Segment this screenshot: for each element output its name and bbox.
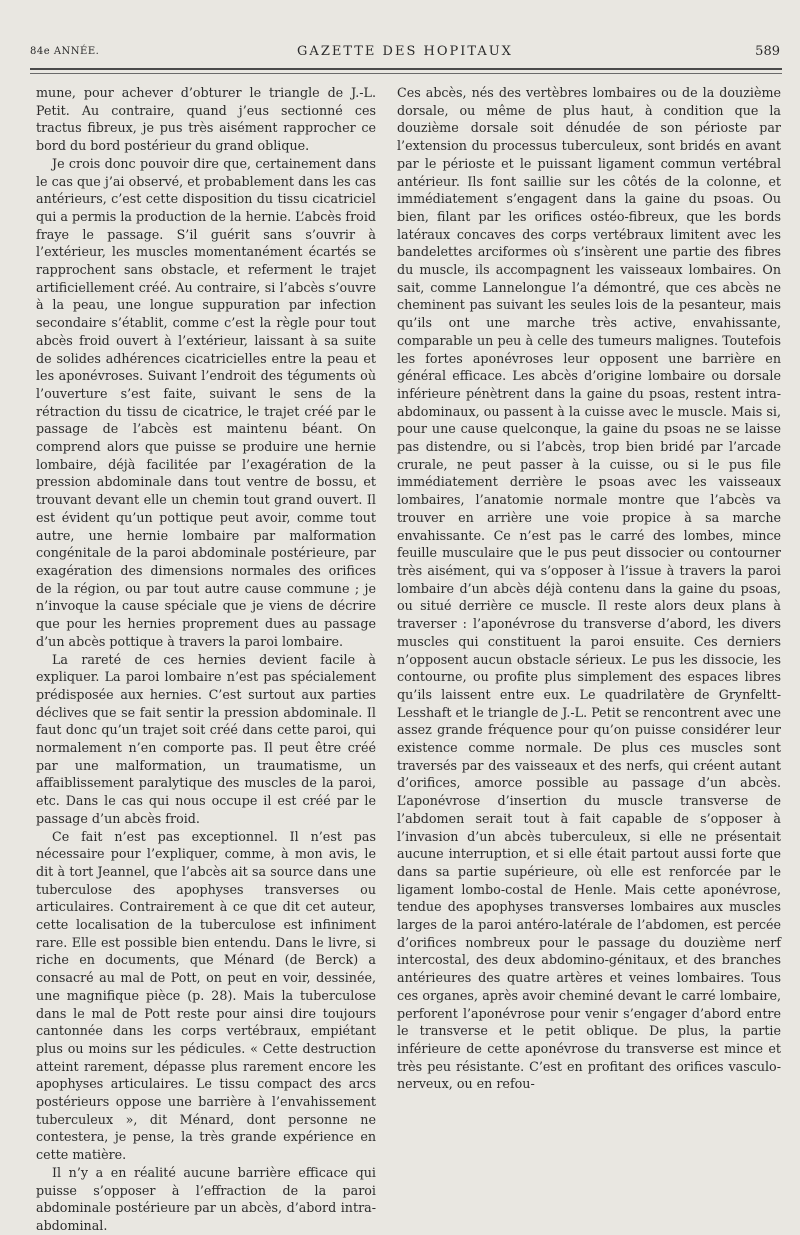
journal-title: GAZETTE DES HOPITAUX — [297, 44, 513, 59]
paragraph: mune, pour achever d’obturer le triangle de J.-L. Petit. Au contraire, quand j’eus sectionné ces tractus fibreux, je pus très aisément rapprocher ce bord du bord postérieur du grand oblique. — [36, 85, 376, 154]
paragraph: La rareté de ces hernies devient facile à expliquer. La paroi lombaire n’est pas spécialement prédisposée aux hernies. C’est surtout aux parties déclives que se fait sentir la pression abdominale. Il faut donc qu’un trajet soit créé dans cette paroi, qui normalement n’en comporte pas. Il peut être créé par une malformation, un traumatisme, un affaiblissement paralytique des muscles de la paroi, etc. Dans le cas qui nous occupe il est créé par le passage d’un abcès froid. — [36, 651, 376, 826]
paragraph: Il n’y a en réalité aucune barrière efficace qui puisse s’opposer à l’effraction de la paroi abdominale postérieure par un abcès, d’abord intra-abdominal. — [36, 1164, 376, 1233]
page-number: 589 — [755, 44, 780, 59]
paragraph: Je crois donc pouvoir dire que, certainement dans le cas que j’ai observé, et probablement dans les cas antérieurs, c’est cette disposition du tissu cicatriciel qui a permis la production de la hernie. L’abcès froid fraye le passage. S’il guérit sans s’ouvrir à l’extérieur, les muscles momentanément écartés se rapprochent sans obstacle, et referment le trajet artificiellement créé. Au contraire, si l’abcès s’ouvre à la peau, une longue suppuration par infection secondaire s’établit, comme c’est la règle pour tout abcès froid ouvert à l’extérieur, laissant à sa suite de solides adhérences cicatricielles entre la peau et les aponévroses. Suivant l’endroit des téguments où l’ouverture s’est faite, suivant le sens de la rétraction du tissu de cicatrice, le trajet créé par le passage de l’abcès est maintenu béant. On comprend alors que puisse se produire une hernie lombaire, déjà facilitée par l’exagération de la pression abdominale dans tout ventre de bossu, et trouvant devant elle un chemin tout grand ouvert. Il est évident qu’un pottique peut avoir, comme tout autre, une hernie lombaire par malformation congénitale de la paroi abdominale postérieure, par exagération des dimensions normales des orifices de la région, ou par tout autre cause commune ; je n’invoque la cause spéciale que je viens de décrire que pour les hernies proprement dues au passage d’un abcès pottique à travers la paroi lombaire. — [36, 155, 376, 649]
paragraph: Ces abcès, nés des vertèbres lombaires ou de la douzième dorsale, ou même de plus haut, à condition que la douzième dorsale soit dénudée de son périoste par l’extension du processus tuberculeux, sont bridés en avant par le périoste et le puissant ligament commun vertébral antérieur. Ils font saillie sur les côtés de la colonne, et immédiatement s’engagent dans la gaine du psoas. Ou bien, filant par les orifices ostéo-fibreux, que les bords latéraux concaves des corps vertébraux limitent avec les bandelettes arciformes où s’insèrent une partie des fibres du muscle, ils accompagnent les vaisseaux lombaires. On sait, comme Lannelongue l’a démontré, que ces abcès ne cheminent pas suivant les seules lois de la pesanteur, mais qu’ils ont une marche très active, envahissante, comparable un peu à celle des tumeurs malignes. Toutefois les fortes aponévroses leur opposent une barrière en général efficace. Les abcès d’origine lombaire ou dorsale inférieure pénètrent dans la gaine du psoas, restent intra-abdominaux, ou passent à la cuisse avec le muscle. Mais si, pour une cause quelconque, la gaine du psoas ne se laisse pas distendre, ou si l’abcès, trop bien bridé par l’arcade crurale, ne peut passer à la cuisse, ou si le pus file immédiatement derrière le psoas avec les vaisseaux lombaires, l’anatomie normale montre que l’abcès va trouver en arrière une voie propice à sa marche envahissante. Ce n’est pas le carré des lombes, mince feuille musculaire que le pus peut dissocier ou contourner très aisément, qui va s’opposer à l’issue à travers la paroi lombaire d’un abcès déjà contenu dans la gaine du psoas, ou situé derrière ce muscle. Il reste alors deux plans à traverser : l’aponévrose du transverse d’abord, les divers muscles qui constituent la paroi ensuite. Ces derniers n’opposent aucun obstacle sérieux. Le pus les dissocie, les contourne, ou profite plus simplement des espaces libres qu’ils laissent entre eux. Le quadrilatère de Grynfeltt-Lesshaft et le triangle de J.-L. Petit se rencontrent avec une assez grande fréquence pour qu’on puisse considérer leur existence comme normale. De plus ces muscles sont traversés par des vaisseaux et des nerfs, qui créent autant d’orifices, amorce possible au passage d’un abcès. L’aponévrose d’insertion du muscle transverse de l’abdomen serait tout à fait capable de s’opposer à l’invasion d’un abcès tuberculeux, si elle ne présentait aucune interruption, et si elle était partout aussi forte que dans sa partie supérieure, où elle est renforcée par le ligament lombo-costal de Henle. Mais cette aponévrose, tendue des apophyses transverses lombaires aux muscles larges de la paroi antéro-latérale de l’abdomen, est percée d’orifices nombreux pour le passage du douzième nerf intercostal, des deux abdomino-génitaux, et des branches antérieures des quatre artères et veines lombaires. Tous ces organes, après avoir cheminé devant le carré lombaire, perforent l’aponévrose pour venir s’engager d’abord entre le transverse et le petit oblique. De plus, la partie inférieure de cette aponévrose du transverse est mince et très peu résistante. C’est en profitant des orifices vasculo-nerveux, ou en refou- — [397, 85, 781, 1092]
right-column — [397, 84, 781, 1093]
issue-label: 84e ANNÉE. — [30, 46, 100, 57]
header-rule-thick — [30, 68, 782, 70]
header-rule-thin — [30, 73, 782, 74]
paragraph: Ce fait n’est pas exceptionnel. Il n’est pas nécessaire pour l’expliquer, comme, à mon avis, le dit à tort Jeannel, que l’abcès ait sa source dans une tuberculose des apophyses transverses ou articulaires. Contrairement à ce que dit cet auteur, cette localisation de la tuberculose est infiniment rare. Elle est possible bien entendu. Dans le livre, si riche en documents, que Ménard (de Berck) a consacré au mal de Pott, on peut en voir, dessinée, une magnifique pièce (p. 28). Mais la tuberculose dans le mal de Pott reste pour ainsi dire toujours cantonnée dans les corps vertébraux, empiétant plus ou moins sur les pédicules. « Cette destruction atteint rarement, dépasse plus rarement encore les apophyses articulaires. Le tissu compact des arcs postérieurs oppose une barrière à l’envahissement tuberculeux », dit Ménard, dont personne ne contestera, je pense, la très grande expérience en cette matière. — [36, 828, 376, 1163]
page-header — [30, 42, 780, 64]
left-column — [36, 84, 376, 1235]
